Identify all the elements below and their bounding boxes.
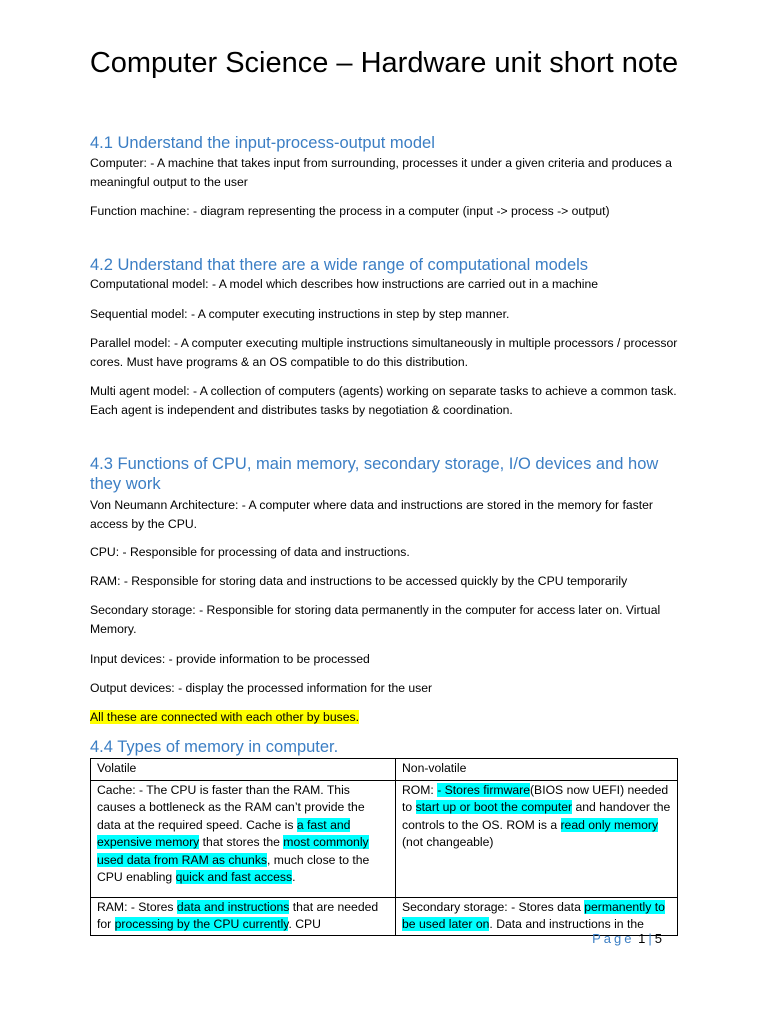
paragraph-sequential-model: Sequential model: - A computer executing instructions in step by step manner. — [90, 307, 510, 321]
text: , much close to the CPU enabling — [97, 852, 370, 884]
highlight: a fast and expensive memory — [97, 817, 351, 849]
text: . Data and instructions in the — [489, 917, 644, 931]
paragraph-computer: Computer: - A machine that takes input from surrounding, processes it under a given criteria and produces a meaningful output to the user — [90, 156, 672, 189]
paragraph-computational-model: Computational model: - A model which describes how instructions are carried out in a machine — [90, 277, 599, 291]
cell-rom — [396, 780, 678, 897]
page-separator: | — [648, 931, 652, 946]
paragraph-von-neumann: Von Neumann Architecture: - A computer where data and instructions are stored in the memory for faster access by the CPU. — [90, 498, 653, 531]
text: RAM: - Stores — [97, 899, 177, 914]
highlight: - Stores firmware — [437, 782, 530, 797]
section-4-1-heading: 4.1 Understand the input-process-output model — [90, 134, 435, 152]
text: . CPU — [288, 917, 321, 931]
highlight: read only memory — [560, 817, 659, 832]
paragraph-parallel-model: Parallel model: - A computer executing multiple instructions simultaneously in multiple processors / processor cores. Must have programs & an OS compatible to do this distribution. — [90, 336, 678, 369]
text: . — [292, 870, 296, 884]
total-pages: 5 — [654, 931, 662, 946]
page-title: Computer Science – Hardware unit short note — [89, 47, 679, 79]
page-footer — [592, 930, 662, 948]
section-4-3-heading: 4.3 Functions of CPU, main memory, secondary storage, I/O devices and how they work — [90, 455, 659, 493]
memory-types-table — [90, 758, 678, 936]
paragraph-cpu: CPU: - Responsible for processing of data and instructions. — [90, 545, 410, 559]
paragraph-ram: RAM: - Responsible for storing data and instructions to be accessed quickly by the CPU temporarily — [90, 574, 628, 588]
text: that stores the — [199, 835, 284, 849]
highlight: data and instructions — [176, 899, 290, 914]
text: that are needed for — [97, 899, 379, 931]
table-row — [91, 897, 678, 935]
paragraph-input-devices: Input devices: - provide information to be processed — [90, 652, 370, 666]
paragraph-secondary-storage: Secondary storage: - Responsible for storing data permanently in the computer for access later on. Virtual Memory. — [90, 603, 661, 636]
paragraph-multi-agent-model: Multi agent model: - A collection of computers (agents) working on separate tasks to achieve a common task. Each agent is independent and distributes tasks by negotiation & coordination. — [90, 384, 677, 417]
text: Cache: - The CPU is faster than the RAM. This causes a bottleneck as the RAM can’t provide the data at the required speed. Cache is — [97, 782, 365, 832]
cell-cache — [91, 780, 396, 897]
text: Secondary storage: - Stores data — [402, 899, 585, 914]
cell-ram — [91, 897, 396, 935]
text: ROM: — [402, 782, 438, 797]
paragraph-output-devices: Output devices: - display the processed information for the user — [90, 681, 433, 695]
page-number: 1 — [638, 931, 646, 946]
highlight-buses: All these are connected with each other by buses. — [90, 710, 359, 724]
highlight: start up or boot the computer — [415, 800, 573, 814]
text: and handover the controls to the OS. ROM is a — [402, 800, 671, 832]
highlight: permanently to be used later on — [402, 899, 665, 931]
highlight: quick and fast access — [175, 870, 293, 884]
text: (BIOS now UEFI) needed to — [402, 782, 669, 814]
section-4-2-heading: 4.2 Understand that there are a wide range of computational models — [90, 256, 589, 274]
header-volatile: Volatile — [91, 759, 396, 781]
text: (not changeable) — [402, 835, 494, 849]
highlight: most commonly used data from RAM as chunks — [97, 835, 369, 867]
section-4-4-heading: 4.4 Types of memory in computer. — [90, 738, 339, 756]
table-row — [91, 780, 678, 897]
table-header-row — [91, 759, 678, 781]
header-non-volatile: Non-volatile — [396, 759, 678, 781]
paragraph-buses — [90, 708, 685, 727]
page-label: Page — [592, 931, 635, 946]
paragraph-function-machine: Function machine: - diagram representing the process in a computer (input -> process -> output) — [90, 204, 610, 218]
highlight: processing by the CPU currently — [114, 917, 289, 931]
